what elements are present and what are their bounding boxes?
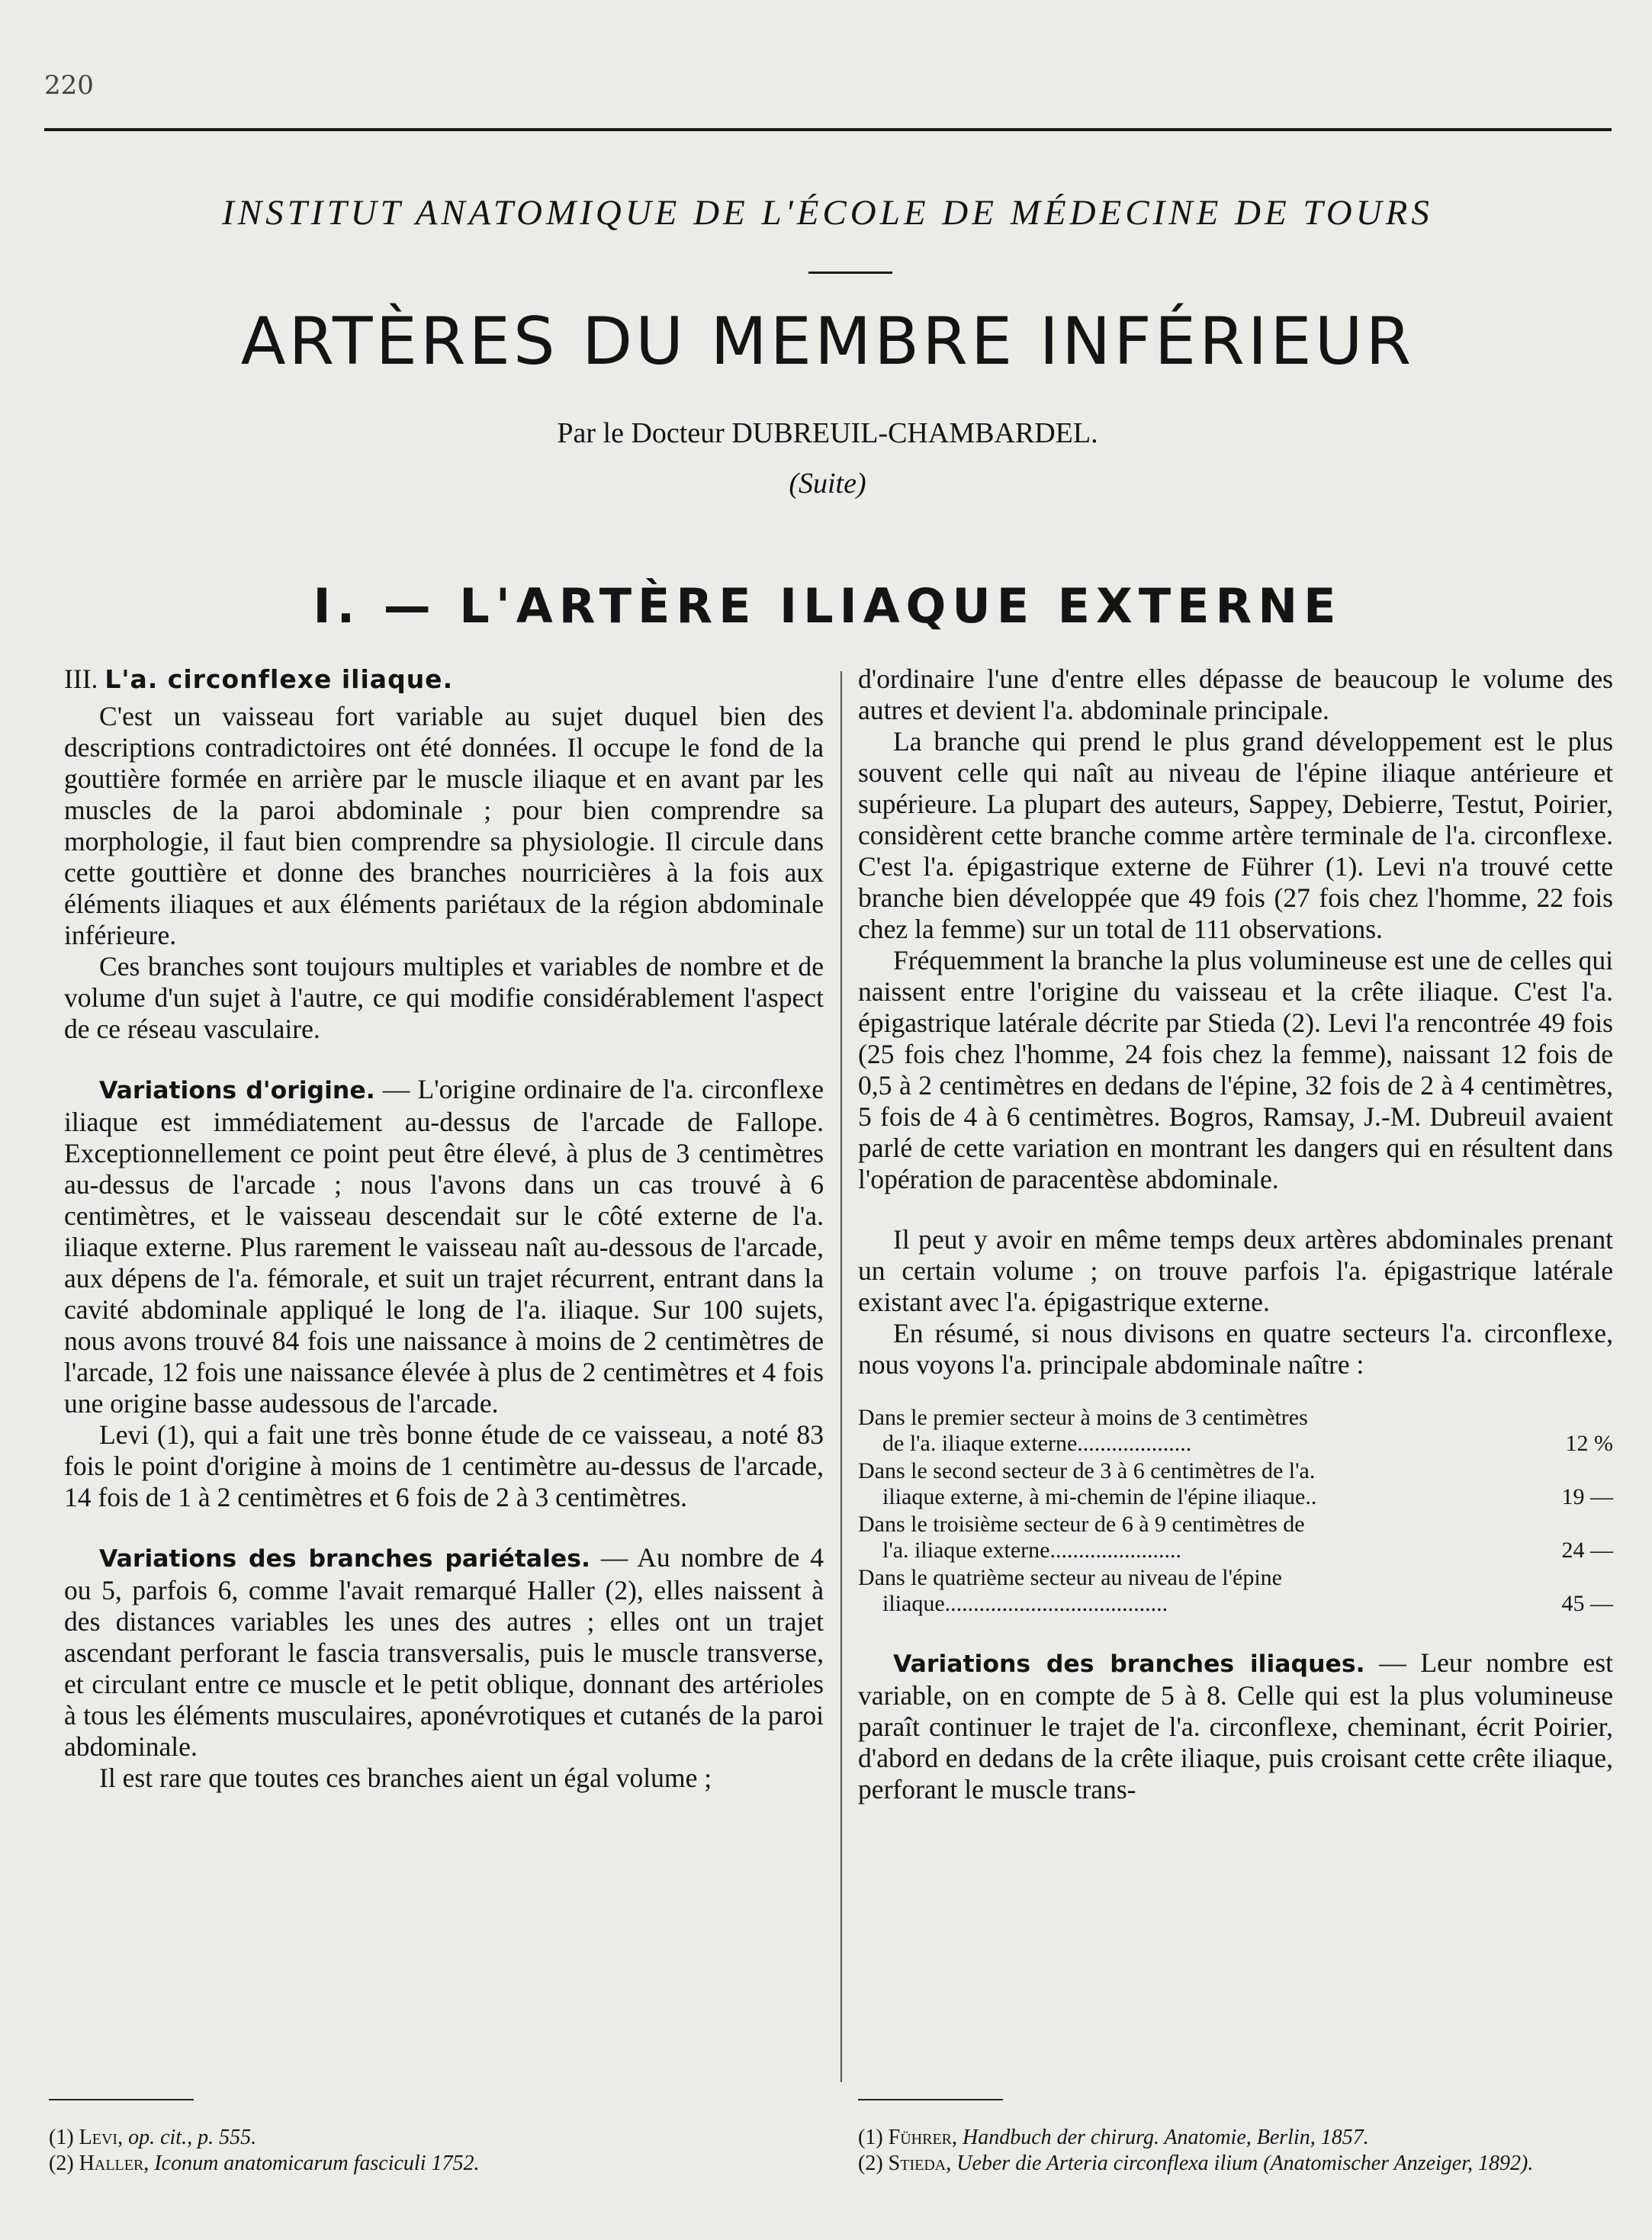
sector-row bbox=[858, 1512, 1613, 1564]
sector-label: Dans le quatrième secteur au niveau de l'épine bbox=[858, 1565, 1282, 1590]
footnote-number: (2) bbox=[49, 2152, 74, 2175]
sector-label: Dans le troisième secteur de 6 à 9 centimètres de bbox=[858, 1512, 1305, 1537]
section-heading: I. — L'ARTÈRE ILIAQUE EXTERNE bbox=[313, 578, 1342, 634]
footnote-author: Haller, bbox=[79, 2152, 149, 2175]
author-line: Par le Docteur DUBREUIL-CHAMBARDEL. bbox=[557, 417, 1098, 449]
sector-value: 45 — bbox=[1561, 1591, 1613, 1616]
right-column bbox=[858, 664, 1613, 1805]
sector-label-cont: iliaque externe, à mi-chemin de l'épine iliaque.. bbox=[882, 1484, 1317, 1509]
footnote-author: Levi, bbox=[79, 2126, 124, 2149]
paragraph: Il est rare que toutes ces branches aient un égal volume ; bbox=[99, 1763, 712, 1793]
paragraph-text: — L'origine ordinaire de l'a. circonflexe iliaque est immédiatement au-dessus de l'arcade de Fallope. Exceptionnellement ce point peut être élevé, à plus de 3 centimètres au-dessus de l'arcade ; nous l'avons dans un cas trouvé à 6 centimètres, et le vaisseau descendait sur le côté externe de l'a. iliaque externe. Plus rarement le vaisseau naît au-dessous de l'arcade, aux dépens de l'a. fémorale, et suit un trajet récurrent, entrant dans la cavité abdominale appliqué le long de l'a. iliaque. Sur 100 sujets, nous avons trouvé 84 fois une naissance à moins de 2 centimètres de l'arcade, 12 fois une naissance élevée à plus de 2 centimètres et 4 fois une origine basse audessous de l'arcade. bbox=[64, 1074, 824, 1419]
paragraph-parietal-branches bbox=[64, 1542, 824, 1763]
paragraph-iliac-branches bbox=[858, 1647, 1613, 1805]
column-divider bbox=[840, 671, 842, 2082]
footnote-text: Ueber die Arteria circonflexa ilium (Anatomischer Anzeiger, 1892). bbox=[951, 2152, 1534, 2175]
footnote-rule bbox=[858, 2099, 1003, 2100]
paragraph: Il peut y avoir en même temps deux artères abdominales prenant un certain volume ; on trouve parfois l'a. épigastrique latérale existant avec l'a. épigastrique externe. bbox=[858, 1224, 1613, 1317]
paragraph: Ces branches sont toujours multiples et variables de nombre et de volume d'un sujet à l'autre, ce qui modifie considérablement l'aspect de ce réseau vasculaire. bbox=[64, 951, 824, 1044]
subsection-title: L'a. circonflexe iliaque. bbox=[104, 664, 454, 694]
paragraph-origin-variations bbox=[64, 1074, 824, 1419]
sector-row bbox=[858, 1458, 1613, 1510]
paragraph: La branche qui prend le plus grand développement est le plus souvent celle qui naît au niveau de l'épine iliaque antérieure et supérieure. La plupart des auteurs, Sappey, Debierre, Testut, Poirier, considèrent cette branche comme artère terminale de l'a. circonflexe. C'est l'a. épigastrique externe de Führer (1). Levi n'a trouvé cette branche bien développée que 49 fois (27 fois chez l'homme, 22 fois chez la femme) sur un total de 111 observations. bbox=[858, 726, 1613, 944]
paragraph: C'est un vaisseau fort variable au sujet duquel bien des descriptions contradictoires ont été données. Il occupe le fond de la gouttière formée en arrière par le muscle iliaque et en avant par les muscles de la paroi abdominale ; pour bien comprendre sa morphologie, il faut bien comprendre sa physiologie. Il circule dans cette gouttière et donne des branches nourricières à la fois aux éléments iliaques et aux éléments pariétaux de la région abdominale inférieure. bbox=[64, 701, 824, 950]
sector-value: 12 % bbox=[1565, 1431, 1613, 1456]
footnote bbox=[858, 2151, 1613, 2177]
paragraph-text: — Leur nombre est variable, on en compte de 5 à 8. Celle qui est la plus volumineuse paraît continuer le trajet de l'a. circonflexe, cheminant, écrit Poirier, d'abord en dedans de la crête iliaque, puis croisant cette crête iliaque, perforant le muscle trans- bbox=[858, 1647, 1613, 1805]
sector-row bbox=[858, 1565, 1613, 1617]
footnotes-right bbox=[858, 2125, 1613, 2177]
page-number: 220 bbox=[44, 70, 94, 101]
footnote-text: Handbuch der chirurg. Anatomie, Berlin, 1857. bbox=[957, 2126, 1369, 2149]
footnote bbox=[49, 2151, 812, 2177]
sector-label-cont: l'a. iliaque externe....................... bbox=[882, 1538, 1181, 1563]
footnote-author: Führer, bbox=[888, 2126, 958, 2149]
paragraph: En résumé, si nous divisons en quatre secteurs l'a. circonflexe, nous voyons l'a. principale abdominale naître : bbox=[858, 1318, 1613, 1380]
top-rule bbox=[44, 128, 1612, 131]
sector-label-cont: iliaque....................................... bbox=[882, 1591, 1168, 1616]
paragraph: Levi (1), qui a fait une très bonne étude de ce vaisseau, a noté 83 fois le point d'origine à moins de 1 centimètre au-dessus de l'arcade, 14 fois de 1 à 2 centimètres et 6 fois de 2 à 3 centimètres. bbox=[64, 1419, 824, 1512]
paragraph-text: — Au nombre de 4 ou 5, parfois 6, comme l'avait remarqué Haller (2), elles naissent à des distances variables les unes des autres ; elles ont un trajet ascendant perforant le fascia transversalis, puis le muscle transverse, et circulant entre ce muscle et le petit oblique, donnant des artérioles à tous les éléments musculaires, aponévrotiques et cutanés de la paroi abdominale. bbox=[64, 1542, 824, 1762]
sector-label: Dans le premier secteur à moins de 3 centimètres bbox=[858, 1405, 1308, 1430]
paragraph: Fréquemment la branche la plus volumineuse est une de celles qui naissent entre l'origine du vaisseau et la crête iliaque. C'est l'a. épigastrique latérale décrite par Stieda (2). Levi l'a rencontrée 49 fois (25 fois chez l'homme, 24 fois chez la femme), naissant 12 fois de 0,5 à 2 centimètres en dedans de l'épine, 32 fois de 2 à 4 centimètres, 5 fois de 4 à 6 centimètres. Bogros, Ramsay, J.-M. Dubreuil avaient parlé de cette variation en montrant les dangers qui en résultent dans l'opération de paracentèse abdominale. bbox=[858, 945, 1613, 1194]
footnote-text: op. cit., p. 555. bbox=[123, 2126, 257, 2149]
paragraph-lead: Variations des branches iliaques. bbox=[893, 1650, 1365, 1678]
footnote-number: (2) bbox=[858, 2152, 883, 2175]
sector-list bbox=[858, 1405, 1613, 1617]
sector-value: 19 — bbox=[1561, 1484, 1613, 1509]
paragraph-lead: Variations d'origine. bbox=[99, 1077, 375, 1104]
footnote-number: (1) bbox=[858, 2126, 883, 2149]
footnote bbox=[858, 2125, 1613, 2151]
footnote bbox=[49, 2125, 812, 2151]
institute-header: INSTITUT ANATOMIQUE DE L'ÉCOLE DE MÉDECINE DE TOURS bbox=[222, 193, 1433, 233]
subsection-number: III. bbox=[64, 664, 98, 694]
article-title: ARTÈRES DU MEMBRE INFÉRIEUR bbox=[240, 304, 1415, 380]
suite-label: (Suite) bbox=[789, 468, 866, 500]
footnote-rule bbox=[49, 2099, 194, 2100]
left-column bbox=[64, 664, 824, 1794]
subsection-heading bbox=[64, 664, 824, 695]
sector-label: Dans le second secteur de 3 à 6 centimètres de l'a. bbox=[858, 1458, 1316, 1483]
footnote-text: Iconum anatomicarum fasciculi 1752. bbox=[149, 2152, 480, 2175]
footnotes-left bbox=[49, 2125, 812, 2177]
footnote-number: (1) bbox=[49, 2126, 74, 2149]
paragraph-lead: Variations des branches pariétales. bbox=[99, 1545, 591, 1573]
sector-label-cont: de l'a. iliaque externe.................... bbox=[882, 1431, 1192, 1456]
sector-value: 24 — bbox=[1561, 1538, 1613, 1563]
sector-row bbox=[858, 1405, 1613, 1457]
title-rule bbox=[808, 272, 892, 274]
footnote-author: Stieda, bbox=[888, 2152, 952, 2175]
paragraph: d'ordinaire l'une d'entre elles dépasse de beaucoup le volume des autres et devient l'a. abdominale principale. bbox=[858, 664, 1613, 725]
